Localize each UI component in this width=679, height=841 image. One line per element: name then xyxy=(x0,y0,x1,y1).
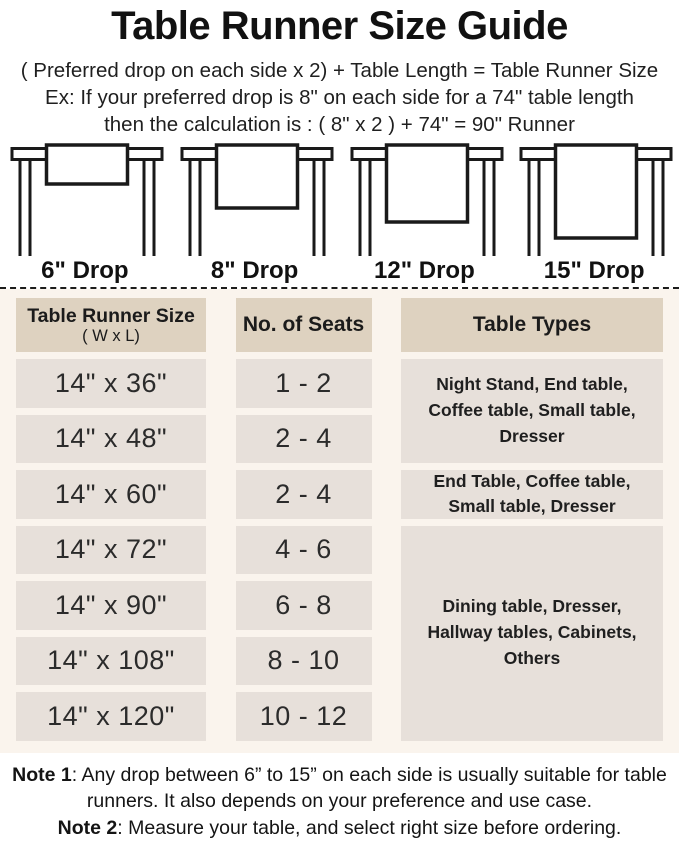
seats-cell: 8 - 10 xyxy=(236,637,372,686)
runner-size-cell: 14" x 72" xyxy=(16,526,206,575)
seats-cell: 6 - 8 xyxy=(236,581,372,630)
runner-size-cell: 14" x 36" xyxy=(16,359,206,408)
table-runner-8-drop-icon xyxy=(170,143,340,256)
seats-cell: 2 - 4 xyxy=(236,470,372,519)
drop-figure-15 xyxy=(509,143,679,285)
runner-size-cell: 14" x 60" xyxy=(16,470,206,519)
seats-cell: 10 - 12 xyxy=(236,692,372,741)
header-block xyxy=(0,0,679,138)
drop-label: 12" Drop xyxy=(340,257,510,285)
table-runner-15-drop-icon xyxy=(509,143,679,256)
table-runner-12-drop-icon xyxy=(340,143,510,256)
drop-label: 15" Drop xyxy=(509,257,679,285)
drop-figure-6 xyxy=(0,143,170,285)
seats-cell: 2 - 4 xyxy=(236,415,372,464)
runner-size-cell: 14" x 48" xyxy=(16,415,206,464)
table-types-cell: Dining table, Dresser, Hallway tables, Cabinets, Others xyxy=(401,526,663,741)
table-types-cell: Night Stand, End table, Coffee table, Small table, Dresser xyxy=(401,359,663,463)
column-header-runner-size xyxy=(16,298,206,352)
column-header-seats: No. of Seats xyxy=(236,298,372,352)
runner-size-cell: 14" x 120" xyxy=(16,692,206,741)
note-1-label: Note 1 xyxy=(12,764,72,786)
runner-size-cell: 14" x 90" xyxy=(16,581,206,630)
note-2 xyxy=(6,815,673,841)
column-header-table-types: Table Types xyxy=(401,298,663,352)
example-line-2: then the calculation is : ( 8" x 2 ) + 74" = 90" Runner xyxy=(0,111,679,138)
drop-figure-8 xyxy=(170,143,340,285)
note-2-text: : Measure your table, and select right size before ordering. xyxy=(117,817,621,839)
example-line-1: Ex: If your preferred drop is 8" on each side for a 74" table length xyxy=(0,84,679,111)
runner-size-cell: 14" x 108" xyxy=(16,637,206,686)
table-runner-6-drop-icon xyxy=(0,143,170,256)
drop-label: 6" Drop xyxy=(0,257,170,285)
page-title: Table Runner Size Guide xyxy=(0,4,679,49)
formula-line: ( Preferred drop on each side x 2) + Table Length = Table Runner Size xyxy=(0,57,679,84)
seats-cell: 1 - 2 xyxy=(236,359,372,408)
note-2-label: Note 2 xyxy=(58,817,118,839)
column-header-runner-size-title: Table Runner Size xyxy=(27,305,195,327)
size-guide-table xyxy=(0,289,679,753)
seats-cell: 4 - 6 xyxy=(236,526,372,575)
note-1 xyxy=(6,762,673,815)
drop-figure-12 xyxy=(340,143,510,285)
note-1-text: : Any drop between 6” to 15” on each side is usually suitable for table runners. It also depends on your preference and use case. xyxy=(72,764,667,813)
drop-illustrations xyxy=(0,143,679,285)
drop-label: 8" Drop xyxy=(170,257,340,285)
notes-block xyxy=(0,753,679,841)
table-types-cell: End Table, Coffee table, Small table, Dresser xyxy=(401,470,663,519)
column-header-runner-size-sub: ( W x L) xyxy=(82,327,140,346)
